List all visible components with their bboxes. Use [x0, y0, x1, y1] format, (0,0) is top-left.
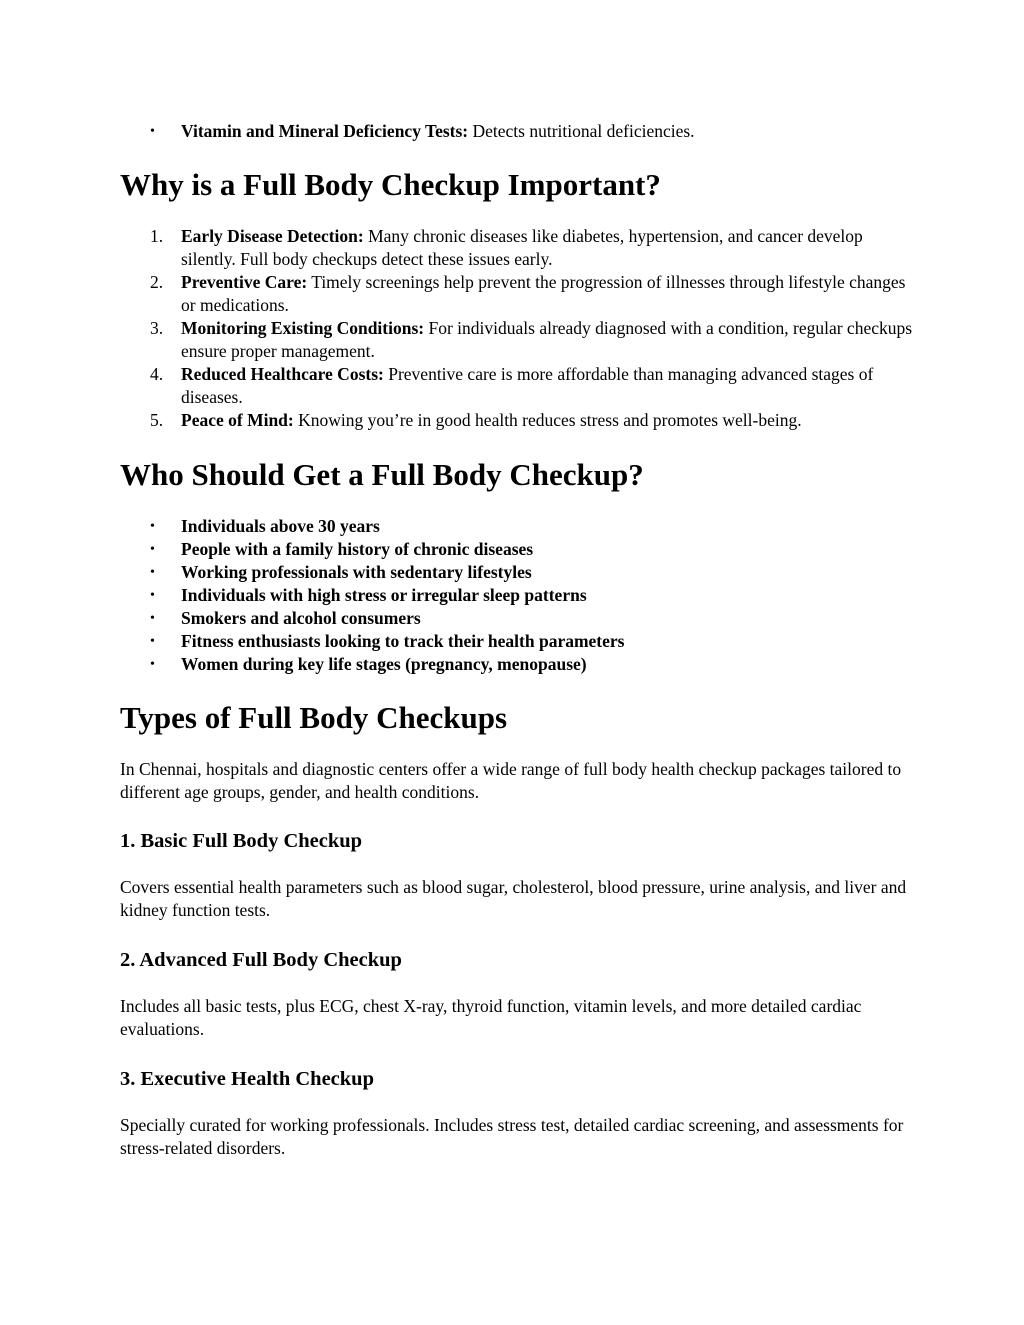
item-bold-label: Monitoring Existing Conditions:	[181, 318, 425, 338]
item-text: People with a family history of chronic diseases	[181, 539, 534, 559]
list-number: 4.	[150, 364, 164, 384]
item-text: Working professionals with sedentary lifestyles	[181, 562, 532, 582]
item-bold-label: Vitamin and Mineral Deficiency Tests:	[181, 121, 469, 141]
list-item	[0, 120, 1024, 143]
item-text: Fitness enthusiasts looking to track their health parameters	[181, 631, 625, 651]
subheading-executive-checkup: 3. Executive Health Checkup	[120, 1068, 374, 1090]
item-text: Individuals with high stress or irregular sleep patterns	[181, 585, 587, 605]
item-text: Knowing you’re in good health reduces stress and promotes well-being.	[293, 410, 802, 430]
item-text: Many chronic diseases like diabetes, hypertension, and cancer develop silently. Full body checkups detect these issues early.	[181, 226, 863, 269]
subheading-basic-checkup: 1. Basic Full Body Checkup	[120, 830, 363, 852]
list-item	[0, 515, 1024, 538]
list-item	[0, 363, 1024, 409]
item-bold-label: Preventive Care:	[181, 272, 308, 292]
list-item	[0, 653, 1024, 676]
item-bold-label: Early Disease Detection:	[181, 226, 364, 246]
bullet-marker: •	[150, 588, 155, 603]
list-item	[0, 538, 1024, 561]
list-number: 3.	[150, 318, 164, 338]
section-heading-who: Who Should Get a Full Body Checkup?	[120, 457, 644, 492]
list-item	[0, 584, 1024, 607]
executive-checkup-paragraph: Specially curated for working professionals. Includes stress test, detailed cardiac screening, and assessments for stress-related disorders.	[120, 1115, 904, 1158]
subheading-advanced-checkup: 2. Advanced Full Body Checkup	[120, 949, 402, 971]
bullet-marker: •	[150, 124, 155, 139]
item-text: Smokers and alcohol consumers	[181, 608, 421, 628]
bullet-marker: •	[150, 519, 155, 534]
item-text: Individuals above 30 years	[181, 516, 380, 536]
list-item	[0, 561, 1024, 584]
item-text: For individuals already diagnosed with a condition, regular checkups ensure proper management.	[181, 318, 913, 361]
bullet-marker: •	[150, 565, 155, 580]
item-text: Detects nutritional deficiencies.	[468, 121, 695, 141]
list-item	[0, 607, 1024, 630]
item-text: Preventive care is more affordable than managing advanced stages of diseases.	[181, 364, 874, 407]
list-item	[0, 271, 1024, 317]
why-numbered-list	[0, 225, 1024, 432]
item-text: Women during key life stages (pregnancy, menopause)	[181, 654, 587, 674]
who-bullet-list	[0, 515, 1024, 676]
bullet-marker: •	[150, 542, 155, 557]
advanced-checkup-paragraph: Includes all basic tests, plus ECG, chest X-ray, thyroid function, vitamin levels, and more detailed cardiac evaluations.	[120, 996, 862, 1039]
list-item	[0, 225, 1024, 271]
list-number: 1.	[150, 226, 164, 246]
list-number: 5.	[150, 410, 164, 430]
list-item	[0, 409, 1024, 432]
item-bold-label: Peace of Mind:	[181, 410, 294, 430]
bullet-marker: •	[150, 657, 155, 672]
item-text: Timely screenings help prevent the progression of illnesses through lifestyle changes or medications.	[181, 272, 906, 315]
section-heading-types: Types of Full Body Checkups	[120, 700, 508, 735]
types-intro-paragraph: In Chennai, hospitals and diagnostic centers offer a wide range of full body health checkup packages tailored to different age groups, gender, and health conditions.	[120, 759, 902, 802]
basic-checkup-paragraph: Covers essential health parameters such as blood sugar, cholesterol, blood pressure, urine analysis, and liver and kidney function tests.	[120, 877, 907, 920]
list-item	[0, 630, 1024, 653]
bullet-marker: •	[150, 611, 155, 626]
bullet-marker: •	[150, 634, 155, 649]
item-bold-label: Reduced Healthcare Costs:	[181, 364, 384, 384]
list-number: 2.	[150, 272, 164, 292]
top-bullet-list	[0, 120, 1024, 143]
section-heading-why: Why is a Full Body Checkup Important?	[120, 167, 661, 202]
list-item	[0, 317, 1024, 363]
